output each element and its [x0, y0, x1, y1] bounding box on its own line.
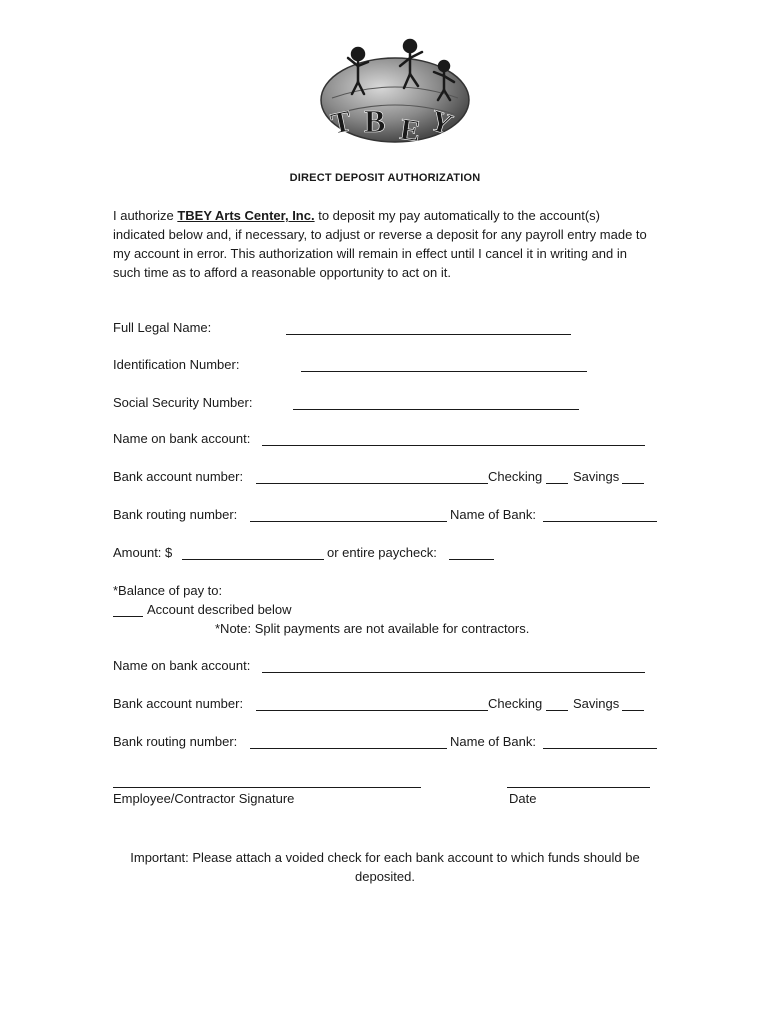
name-on-account-2-field[interactable] — [262, 672, 645, 673]
svg-text:E: E — [398, 112, 423, 148]
account-number-field[interactable] — [256, 483, 488, 484]
id-number-label: Identification Number: — [113, 357, 240, 372]
bank-name-group — [450, 507, 536, 522]
routing-label: Bank routing number: — [113, 507, 238, 522]
account-number-row — [113, 469, 243, 484]
name-on-account-row — [113, 431, 250, 446]
bank-name-field[interactable] — [543, 521, 657, 522]
account-number-2-label: Bank account number: — [113, 696, 244, 711]
savings-2-group — [573, 696, 619, 711]
form-title: DIRECT DEPOSIT AUTHORIZATION — [289, 172, 481, 184]
intro-text: I authorize — [113, 208, 178, 223]
checking-2-field[interactable] — [546, 710, 568, 711]
intro-text-rest: to deposit my pay automatically to the account(s) indicated below and, if necessary, to adjust or reverse a deposit for any payroll entry made to my account in error. This authorization will remain in effect until I cancel it in writing and in such time as to afford a reasonable opportunity to act on it. — [113, 208, 647, 280]
entire-paycheck-field[interactable] — [449, 559, 494, 560]
full-name-row — [113, 320, 211, 335]
name-on-account-2-row — [113, 658, 250, 673]
important-note: Important: Please attach a voided check for each bank account to which funds should be deposited. — [130, 850, 640, 884]
amount-row — [113, 545, 172, 560]
balance-option-checkbox[interactable] — [113, 616, 143, 617]
savings-field[interactable] — [622, 483, 644, 484]
account-number-2-field[interactable] — [256, 710, 488, 711]
organization-name: TBEY Arts Center, Inc. — [177, 208, 315, 223]
balance-option-label: Account described below — [147, 602, 292, 617]
checking-2-group — [488, 696, 542, 711]
checking-label: Checking — [488, 469, 543, 484]
ssn-label: Social Security Number: — [113, 395, 253, 410]
bank-name-2-group — [450, 734, 536, 749]
full-name-label: Full Legal Name: — [113, 320, 212, 335]
account-number-2-row — [113, 696, 243, 711]
routing-2-row — [113, 734, 237, 749]
checking-field[interactable] — [546, 483, 568, 484]
name-on-account-label: Name on bank account: — [113, 431, 251, 446]
entire-paycheck-group — [327, 545, 437, 560]
bank-name-label: Name of Bank: — [450, 507, 536, 522]
authorization-paragraph — [113, 206, 653, 282]
svg-text:Y: Y — [425, 103, 457, 142]
routing-field[interactable] — [250, 521, 447, 522]
ssn-row — [113, 395, 252, 410]
svg-text:T: T — [328, 104, 355, 141]
savings-2-label: Savings — [573, 696, 620, 711]
routing-2-label: Bank routing number: — [113, 734, 238, 749]
savings-group — [573, 469, 619, 484]
signature-label: Employee/Contractor Signature — [113, 791, 295, 806]
name-on-account-field[interactable] — [262, 445, 645, 446]
bank-name-2-label: Name of Bank: — [450, 734, 536, 749]
ssn-field[interactable] — [293, 409, 579, 410]
date-label: Date — [509, 791, 537, 806]
amount-label: Amount: $ — [113, 545, 173, 560]
account-number-label: Bank account number: — [113, 469, 244, 484]
tbey-logo — [312, 36, 478, 148]
signature-field[interactable] — [113, 787, 421, 788]
name-on-account-2-label: Name on bank account: — [113, 658, 251, 673]
svg-text:B: B — [364, 103, 386, 139]
savings-label: Savings — [573, 469, 620, 484]
date-field[interactable] — [507, 787, 650, 788]
account-type-group — [488, 469, 542, 484]
split-payment-note: *Note: Split payments are not available for contractors. — [215, 621, 530, 636]
entire-paycheck-label: or entire paycheck: — [327, 545, 437, 560]
id-number-row — [113, 357, 239, 372]
routing-2-field[interactable] — [250, 748, 447, 749]
routing-row — [113, 507, 237, 522]
amount-field[interactable] — [182, 559, 324, 560]
bank-name-2-field[interactable] — [543, 748, 657, 749]
full-name-field[interactable] — [286, 334, 571, 335]
savings-2-field[interactable] — [622, 710, 644, 711]
id-number-field[interactable] — [301, 371, 587, 372]
balance-label: *Balance of pay to: — [113, 583, 223, 598]
checking-2-label: Checking — [488, 696, 543, 711]
